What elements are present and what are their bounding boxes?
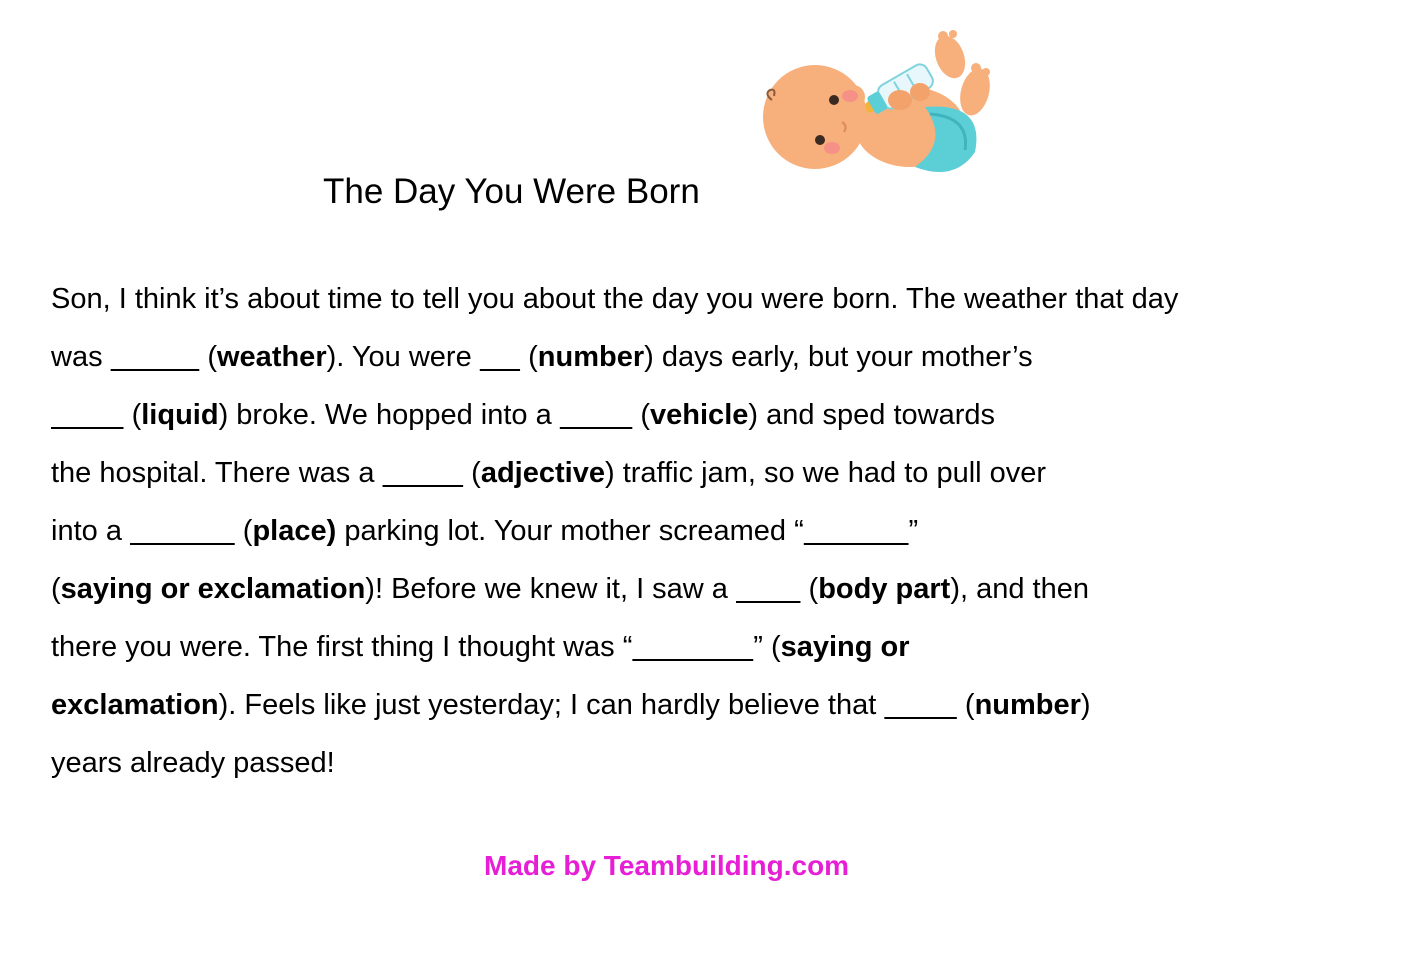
story-text: was bbox=[51, 341, 111, 373]
story-text: ( bbox=[123, 399, 142, 431]
story-text: parking lot. Your mother screamed “ bbox=[336, 515, 804, 547]
word-type-label: weather bbox=[217, 341, 327, 373]
word-type-label: saying or exclamation bbox=[60, 573, 366, 605]
story-paragraph bbox=[51, 270, 1351, 792]
story-line bbox=[51, 444, 1351, 502]
page-title: The Day You Were Born bbox=[323, 172, 700, 211]
story-text: ( bbox=[199, 341, 217, 373]
story-line bbox=[51, 328, 1351, 386]
story-text: into a bbox=[51, 515, 130, 547]
story-line bbox=[51, 560, 1351, 618]
baby-with-bottle-icon bbox=[750, 22, 1000, 192]
story-line bbox=[51, 734, 1351, 792]
story-text: years already passed! bbox=[51, 747, 335, 779]
story-text: the hospital. There was a bbox=[51, 457, 383, 489]
word-type-label: number bbox=[974, 689, 1081, 721]
story-text: there you were. The first thing I thought was “ bbox=[51, 631, 633, 663]
blank-adjective[interactable] bbox=[383, 457, 464, 489]
blank-saying[interactable] bbox=[632, 631, 753, 663]
blank-number[interactable] bbox=[884, 689, 957, 721]
story-text: ), and then bbox=[950, 573, 1089, 605]
word-type-label: liquid bbox=[141, 399, 219, 431]
story-text: ) and sped towards bbox=[748, 399, 996, 431]
story-text: ( bbox=[800, 573, 819, 605]
story-text: ) traffic jam, so we had to pull over bbox=[604, 457, 1047, 489]
story-text: ” ( bbox=[753, 631, 781, 663]
word-type-label: saying or bbox=[780, 631, 910, 663]
story-text: ( bbox=[520, 341, 538, 373]
story-text: ) bbox=[1080, 689, 1091, 721]
story-line bbox=[51, 270, 1351, 328]
story-line bbox=[51, 618, 1351, 676]
story-line bbox=[51, 502, 1351, 560]
story-text: )! Before we knew it, I saw a bbox=[365, 573, 736, 605]
story-text: Son, I think it’s about time to tell you about the day you were born. The weather that day bbox=[51, 283, 1179, 315]
story-text: ( bbox=[234, 515, 253, 547]
story-text: ) days early, but your mother’s bbox=[644, 341, 1033, 373]
blank-weather[interactable] bbox=[111, 341, 200, 373]
blank-place[interactable] bbox=[130, 515, 235, 547]
word-type-label: exclamation bbox=[51, 689, 219, 721]
word-type-label: place) bbox=[252, 515, 337, 547]
blank-vehicle[interactable] bbox=[560, 399, 633, 431]
word-type-label: body part bbox=[818, 573, 951, 605]
story-text: ” bbox=[908, 515, 919, 547]
story-text: ) broke. We hopped into a bbox=[218, 399, 560, 431]
blank-number[interactable] bbox=[480, 341, 520, 373]
blank-body-part[interactable] bbox=[736, 573, 800, 605]
story-text: ( bbox=[51, 573, 61, 605]
word-type-label: adjective bbox=[480, 457, 605, 489]
footer-credit: Made by Teambuilding.com bbox=[484, 850, 850, 881]
story-text: ( bbox=[632, 399, 651, 431]
story-text: ). You were bbox=[326, 341, 480, 373]
story-line bbox=[51, 676, 1351, 734]
word-type-label: number bbox=[537, 341, 645, 373]
story-line bbox=[51, 386, 1351, 444]
story-text: ( bbox=[463, 457, 481, 489]
blank-saying[interactable] bbox=[804, 515, 909, 547]
word-type-label: vehicle bbox=[650, 399, 749, 431]
blank-liquid[interactable] bbox=[51, 399, 124, 431]
story-text: ( bbox=[956, 689, 975, 721]
story-text: ). Feels like just yesterday; I can hardly believe that bbox=[218, 689, 885, 721]
